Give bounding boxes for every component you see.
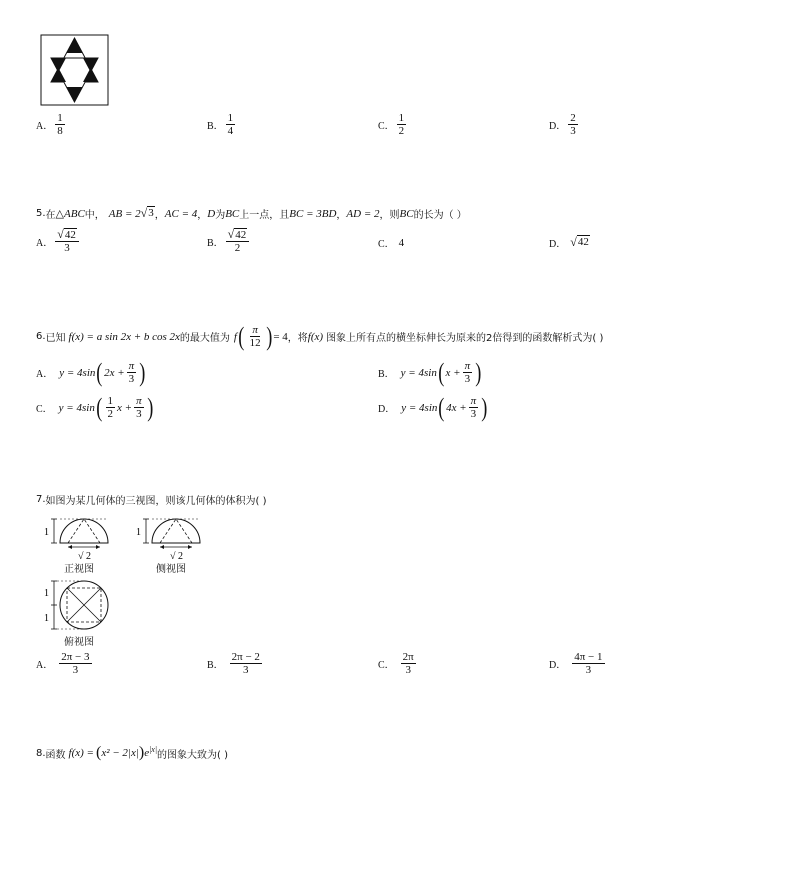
svg-text:1: 1: [44, 613, 49, 624]
q4-option-d[interactable]: D． $\frac{2}{3}$: [549, 112, 576, 137]
q5-option-b[interactable]: B． √ 42 2: [207, 228, 251, 254]
q6-option-c[interactable]: C． y = 4sin ( $\frac{1}{2}$ x + $\frac{\pi}{3}$ ): [36, 392, 153, 422]
q6-option-a[interactable]: A． y = 4sin ( 2x + $\frac{\pi}{3}$ ): [36, 357, 146, 387]
q4-option-b[interactable]: B． $\frac{1}{4}$: [207, 112, 234, 137]
svg-text:2: 2: [86, 551, 91, 562]
svg-text:2: 2: [178, 551, 183, 562]
q6-stem: 6. 已知 f(x) = a sin 2x + b cos 2x 的最大值为 f ( $\frac{\pi}{12}$ ) = 4 ，将 f(x) 图象上所有点的横坐标伸长为原来的2倍得到的函数解析式为( ): [36, 321, 604, 351]
q8-stem: 8. 函数 f(x) = ( x² − 2|x| ) e $^{|x|}$ 的图象大致为( ): [36, 744, 229, 761]
q7-option-d[interactable]: D． $\frac{4\pi - 1}{3}$: [549, 651, 603, 676]
q7-option-a[interactable]: A． $\frac{2\pi - 3}{3}$: [36, 651, 90, 676]
svg-text:1: 1: [136, 527, 141, 538]
q5-option-d[interactable]: D． √ 42: [549, 235, 589, 250]
top-view: 1 1 俯视图: [40, 578, 120, 650]
front-view: 1 √ 2 正视图: [40, 515, 120, 577]
svg-text:√: √: [170, 551, 176, 562]
q7-option-c[interactable]: C． $\frac{2\pi}{3}$: [378, 651, 414, 676]
q4-option-c[interactable]: C． $\frac{1}{2}$: [378, 112, 405, 137]
q5-option-c[interactable]: C． 4: [378, 236, 405, 250]
q5-stem: 5. 在 △ABC 中， AB = 2 √ 3 ， AC = 4 ， D 为 BC 上一点，且 BC = 3BD ， AD = 2 ，则 BC 的长为（ ）: [36, 206, 467, 221]
svg-text:1: 1: [44, 588, 49, 599]
side-view: 1 √ 2 侧视图: [132, 515, 212, 577]
svg-text:1: 1: [44, 527, 49, 538]
q6-option-d[interactable]: D． y = 4sin ( 4x + $\frac{\pi}{3}$ ): [378, 392, 488, 422]
svg-text:√: √: [78, 551, 84, 562]
star-figure: [40, 34, 110, 106]
q7-stem: 7. 如图为某几何体的三视图，则该几何体的体积为( ): [36, 494, 267, 507]
q6-option-b[interactable]: B． y = 4sin ( x + $\frac{\pi}{3}$ ): [378, 357, 482, 387]
q4-option-a[interactable]: A． $\frac{1}{8}$: [36, 112, 63, 137]
q7-option-b[interactable]: B． $\frac{2\pi - 2}{3}$: [207, 651, 260, 676]
q5-option-a[interactable]: A． √ 42 3: [36, 228, 81, 254]
